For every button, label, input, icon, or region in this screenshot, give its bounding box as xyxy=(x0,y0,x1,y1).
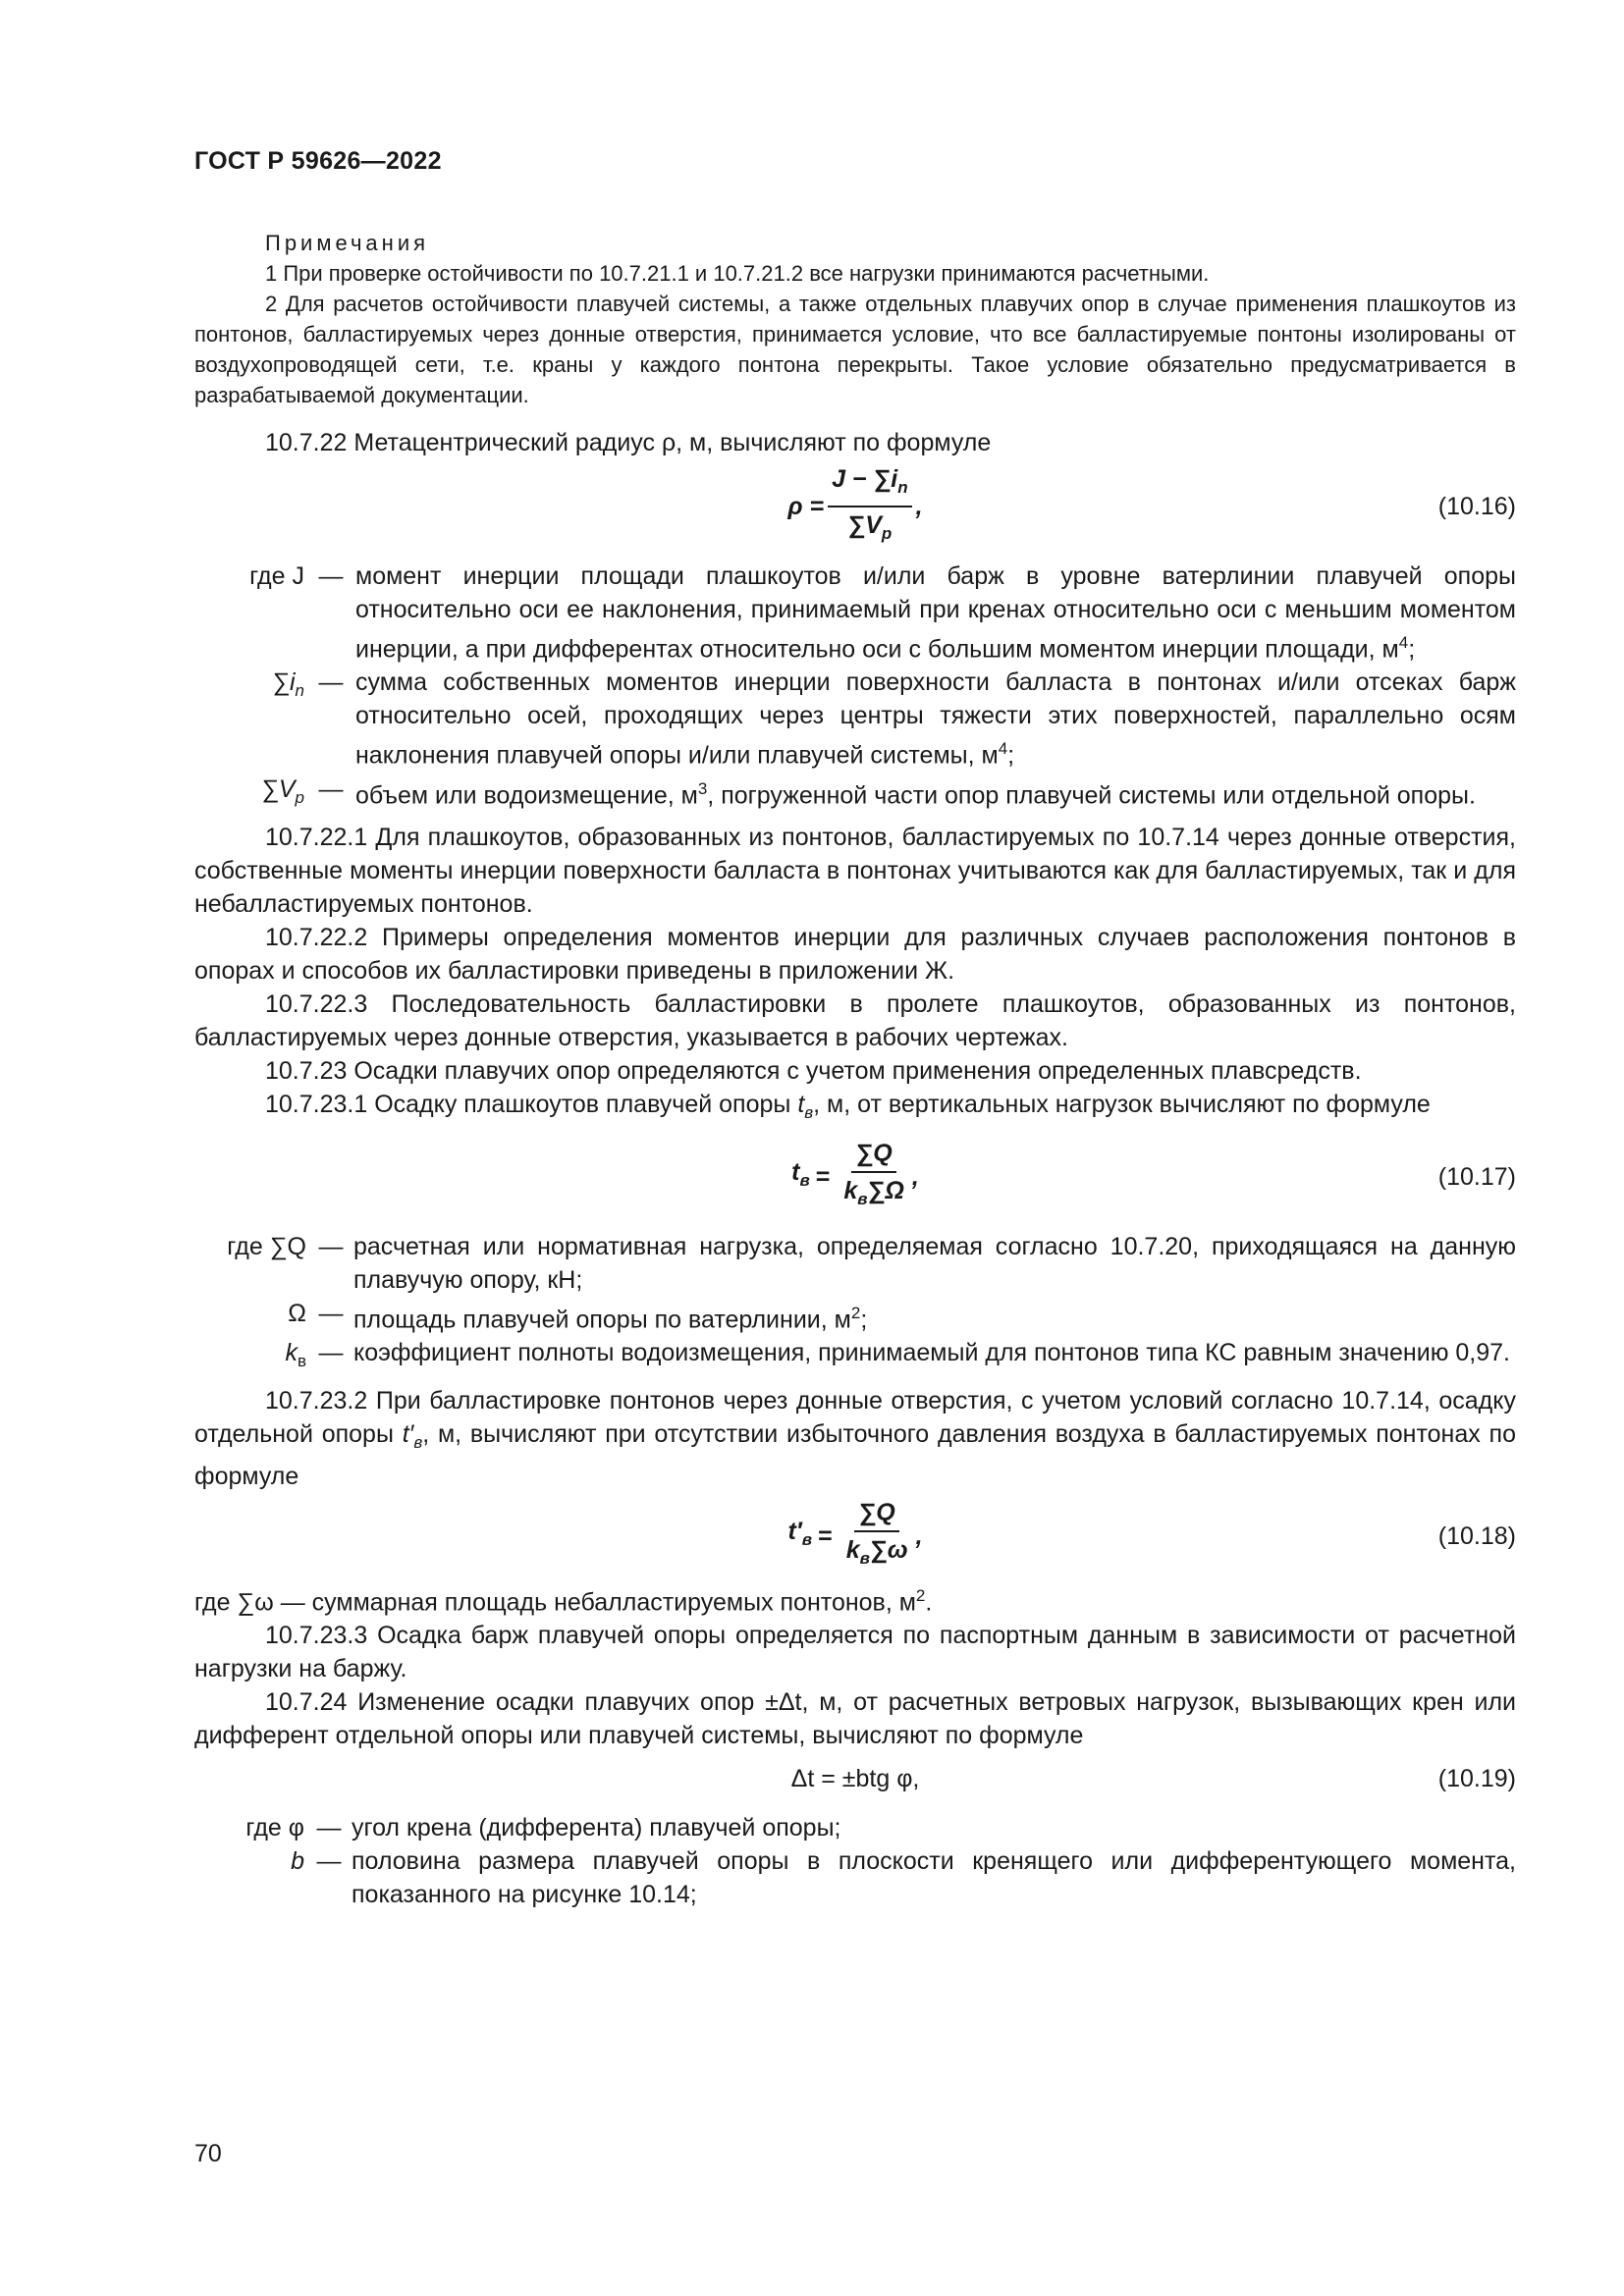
paragraph-10-7-22-2: 10.7.22.2 Примеры определения моментов инерции для различных случаев расположения понтонов в опорах и способов их балластировки приведены в приложении Ж. xyxy=(194,923,1516,985)
formula-tail: , xyxy=(915,1522,923,1550)
paragraph-10-7-22: 10.7.22 Метацентрический радиус ρ, м, вычисляют по формуле xyxy=(265,429,992,456)
paragraph-10-7-24: 10.7.24 Изменение осадки плавучих опор ±Δt, м, от расчетных ветровых нагрузок, вызывающих крен или дифферент отдельной опоры или плавучей системы, вычисляют по формуле xyxy=(194,1688,1516,1750)
where-text: площадь плавучей опоры по ватерлинии, м xyxy=(353,1305,851,1333)
formula-denominator-k: k xyxy=(845,1536,860,1565)
where-dash: — xyxy=(318,1338,344,1366)
formula-10-18 xyxy=(194,1493,1516,1579)
formula-denominator-sub: p xyxy=(881,524,893,543)
text-span: , м, от вертикальных нагрузок вычисляют по формуле xyxy=(813,1090,1431,1118)
text-span: 10.7.23.2 При балластировке понтонов через донные отверстия, с учетом условий согласно 10.7.14, осадку отдельной опоры xyxy=(194,1386,1516,1448)
where-label: Ω xyxy=(288,1299,306,1327)
where-dash: — xyxy=(318,774,344,803)
text-span: 10.7.23.1 Осадку плашкоутов плавучей опоры xyxy=(265,1090,791,1118)
where-label-sub: p xyxy=(295,787,304,807)
equation-number: (10.19) xyxy=(1437,1765,1516,1793)
symbol-t-prime-sub: в xyxy=(413,1432,423,1452)
formula-eq: = xyxy=(818,1522,833,1550)
where-text: угол крена (дифферента) плавучей опоры; xyxy=(352,1814,841,1842)
where-dash: — xyxy=(318,1299,344,1327)
superscript: 4 xyxy=(998,739,1008,759)
formula-lhs-sub: в xyxy=(801,1530,813,1550)
where-list-1: где J — момент инерции площади плашкоутов и/или барж в уровне ватерлинии плавучей опоры относительно оси ее наклонения, принимаемый при кренах относительно оси с меньшим моментом инерции, а при дифферентах относительно оси с большим моментом инерции площади, $м^4$; $\sum i_n$ — сумма собственных моментов инерции поверхности балласта в понтонах и/или отсеках барж относительно осей, проходящих через центры тяжести этих поверхностей, параллельно осям наклонения плавучей опоры и/или плавучей системы, $м^4$; $\sum V_p$ — объем или водоизмещение, $м^3$, погруженной части опор плавучей системы или отдельной опоры. xyxy=(194,560,1516,815)
where-label-sub: n xyxy=(295,681,304,701)
page-number: 70 xyxy=(194,2140,222,2167)
formula-fraction xyxy=(839,1137,908,1216)
formula-numerator: ∑Q xyxy=(851,1137,895,1173)
where-label-sub: в xyxy=(297,1351,306,1370)
formula-eq: = xyxy=(815,1162,831,1191)
where-dash: — xyxy=(316,1814,342,1842)
where-label: ∑V xyxy=(261,774,296,803)
formula-lhs: ρ = xyxy=(787,493,825,520)
formula-fraction xyxy=(828,462,912,551)
where-dash: — xyxy=(318,668,344,697)
formula-numerator: J − ∑i xyxy=(832,465,898,493)
formula-tail: , xyxy=(911,1162,919,1191)
equation-number: (10.18) xyxy=(1437,1522,1516,1550)
formula-tail: , xyxy=(915,493,923,520)
superscript: 2 xyxy=(850,1303,861,1322)
note-item-1: 1 При проверке остойчивости по 10.7.21.1 и 10.7.21.2 все нагрузки принимаются расчетными. xyxy=(265,261,1210,286)
paragraph-where-omega: где ∑ω — суммарная площадь небалластируемых понтонов, $м^2$. xyxy=(194,1585,933,1617)
paragraph-10-7-23-2 xyxy=(194,1384,1516,1493)
where-text: объем или водоизмещение, м xyxy=(355,780,698,809)
formula-lhs: t′ xyxy=(787,1518,802,1546)
formula-denominator-k: k xyxy=(843,1177,858,1205)
where-text: половина размера плавучей опоры в плоскости кренящего или дифферентующего момента, показанного на рисунке 10.14; xyxy=(352,1847,1516,1909)
symbol-t-sub: в xyxy=(804,1102,814,1122)
where-label: ∑i xyxy=(272,668,296,697)
where-list-2: где ∑Q — расчетная или нормативная нагрузка, определяемая согласно 10.7.20, приходящаяся на данную плавучую опору, кН; Ω — площадь плавучей опоры по ватерлинии, $м^2$; $k_в$ — коэффициент полноты водоизмещения, принимаемый для понтонов типа КС равным значению 0,97. xyxy=(194,1230,1516,1378)
where-text: коэффициент полноты водоизмещения, принимаемый для понтонов типа КС равным значению 0,97. xyxy=(353,1338,1510,1366)
formula-fraction xyxy=(842,1496,912,1575)
text-span: , м, вычисляют при отсутствии избыточного давления воздуха в балластируемых понтонах по формуле xyxy=(194,1419,1516,1490)
where-dash: — xyxy=(316,1847,342,1876)
formula-lhs: t xyxy=(791,1158,800,1187)
paragraph-10-7-23-1 xyxy=(194,1088,1516,1130)
notes-title: Примечания xyxy=(265,231,430,255)
paragraph-10-7-22-1: 10.7.22.1 Для плашкоутов, образованных из понтонов, балластируемых по 10.7.14 через донные отверстия, собственные моменты инерции поверхности балласта в понтонах учитываются как для балластируемых, так и для небалластируемых понтонов. xyxy=(194,823,1516,918)
formula-numerator: ∑Q xyxy=(854,1496,898,1532)
where-label: где φ xyxy=(245,1814,304,1842)
note-item-2: 2 Для расчетов остойчивости плавучей системы, а также отдельных плавучих опор в случае применения плашкоутов из понтонов, балластируемых через донные отверстия, принимается условие, что все балластируемые понтоны изолированы от воздухопроводящей сети, т.е. краны у каждого понтона перекрыты. Такое условие обязательно предусматривается в разрабатываемой документации. xyxy=(194,292,1516,407)
where-label: k xyxy=(285,1338,298,1366)
paragraph-10-7-23: 10.7.23 Осадки плавучих опор определяются с учетом применения определенных плавсредств. xyxy=(265,1056,1362,1085)
where-label: где ∑Q xyxy=(227,1232,306,1260)
formula-numerator-sub: n xyxy=(897,478,908,497)
formula-text: Δt = ±btg φ, xyxy=(790,1765,920,1793)
notes-block xyxy=(194,228,1516,410)
standard-header: ГОСТ Р 59626—2022 xyxy=(194,147,442,175)
superscript: 3 xyxy=(697,778,708,798)
paragraph-10-7-23-3: 10.7.23.3 Осадка барж плавучей опоры определяется по паспортным данным в зависимости от расчетной нагрузки на баржу. xyxy=(194,1622,1516,1683)
formula-denominator-rest: ∑Ω xyxy=(867,1177,904,1205)
where-dash: — xyxy=(318,1232,344,1260)
where-text: , погруженной части опор плавучей системы или отдельной опоры. xyxy=(707,780,1476,809)
where-list-3 xyxy=(194,1811,1516,1911)
superscript: 2 xyxy=(915,1585,926,1605)
where-label: где J xyxy=(249,562,304,590)
paragraph-10-7-22-3: 10.7.22.3 Последовательность балластировки в пролете плашкоутов, образованных из понтонов, балластируемых через донные отверстия, указывается в рабочих чертежах. xyxy=(194,989,1516,1051)
formula-10-19 xyxy=(194,1752,1516,1805)
where-dash: — xyxy=(318,562,344,590)
where-label: b xyxy=(291,1847,304,1876)
formula-denominator-k-sub: в xyxy=(857,1190,868,1209)
formula-denominator: ∑V xyxy=(847,511,882,539)
where-text: сумма собственных моментов инерции поверхности балласта в понтонах и/или отсеках барж относительно осей, проходящих через центры тяжести этих поверхностей, параллельно осям наклонения плавучей опоры и/или плавучей системы, м xyxy=(355,668,1516,770)
main-text xyxy=(194,426,1516,1917)
equation-number: (10.16) xyxy=(1437,493,1516,520)
formula-10-17 xyxy=(194,1130,1516,1224)
where-text: момент инерции площади плашкоутов и/или барж в уровне ватерлинии плавучей опоры относительно оси ее наклонения, принимаемый при кренах относительно оси с меньшим моментом инерции, а при дифферентах относительно оси с большим моментом инерции площади, м xyxy=(355,562,1516,664)
formula-denominator-rest: ∑ω xyxy=(869,1536,908,1565)
formula-10-16 xyxy=(194,459,1516,554)
formula-lhs-sub: в xyxy=(799,1171,810,1191)
formula-denominator-k-sub: в xyxy=(859,1549,870,1569)
symbol-t-prime: t′ xyxy=(402,1419,414,1448)
text-span: где ∑ω — суммарная площадь небалластируемых понтонов, м xyxy=(194,1588,916,1617)
symbol-t: t xyxy=(797,1090,805,1118)
where-text: расчетная или нормативная нагрузка, определяемая согласно 10.7.20, приходящаяся на данную плавучую опору, кН; xyxy=(353,1232,1516,1294)
equation-number: (10.17) xyxy=(1437,1162,1516,1191)
superscript: 4 xyxy=(1398,633,1409,652)
